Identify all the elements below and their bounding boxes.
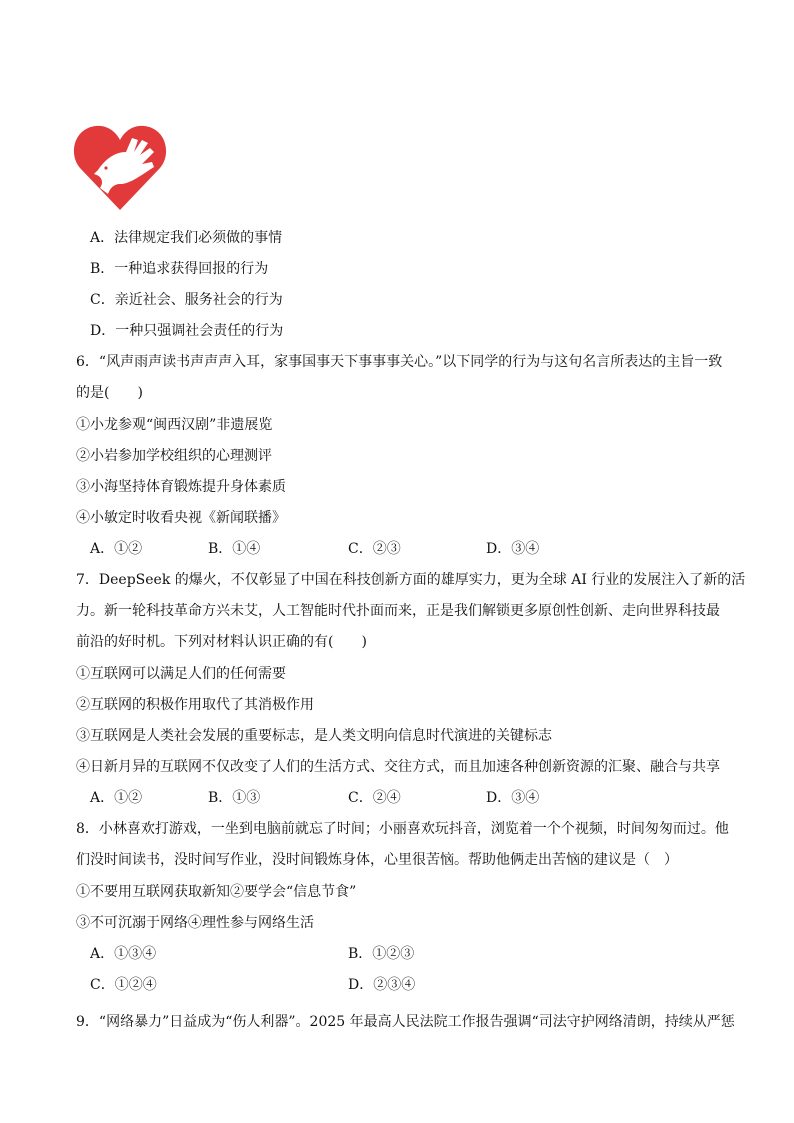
q7-item-3: ③互联网是人类社会发展的重要标志，是人类文明向信息时代演进的关键标志	[76, 728, 552, 744]
volunteer-heart-icon	[70, 118, 170, 218]
q6-choice-c: C．②③	[348, 541, 401, 557]
q7-item-1: ①互联网可以满足人们的任何需要	[76, 666, 286, 682]
heart-hand-dove-logo	[70, 118, 170, 218]
q8-choice-b: B．①②③	[348, 946, 415, 962]
q7-stem-line2: 力。新一轮科技革命方兴未艾，人工智能时代扑面而来，正是我们解锁更多原创性创新、走向世界科技最	[76, 603, 720, 619]
q7-stem-line3: 前沿的好时机。下列对材料认识正确的有( )	[76, 634, 367, 650]
q7-choice-c: C．②④	[348, 790, 401, 806]
q6-stem-line2: 的是( )	[76, 385, 143, 401]
q6-stem-line1: 6．“风声雨声读书声声声入耳，家事国事天下事事事关心。”以下同学的行为与这句名言所表达的主旨一致	[76, 354, 723, 370]
q8-stem-line1: 8．小林喜欢打游戏，一坐到电脑前就忘了时间；小丽喜欢玩抖音，浏览着一个个视频，时间匆匆而过。他	[76, 821, 729, 837]
q7-item-4: ④日新月异的互联网不仅改变了人们的生活方式、交往方式，而且加速各种创新资源的汇聚、融合与共享	[76, 759, 720, 775]
q7-choice-d: D．③④	[486, 790, 540, 806]
q5-option-d: D．一种只强调社会责任的行为	[90, 323, 284, 339]
q8-choice-c: C．①②④	[90, 977, 157, 993]
q6-item-1: ①小龙参观“闽西汉剧”非遗展览	[76, 417, 273, 433]
q8-stem-line2: 们没时间读书，没时间写作业，没时间锻炼身体，心里很苦恼。帮助他俩走出苦恼的建议是（ ）	[76, 852, 678, 868]
q8-item-line1: ①不要用互联网获取新知②要学会“信息节食”	[76, 884, 357, 900]
q6-choice-b: B．①④	[208, 541, 261, 557]
q5-option-b: B．一种追求获得回报的行为	[90, 261, 269, 277]
q8-choice-a: A．①③④	[90, 946, 157, 962]
q6-item-4: ④小敏定时收看央视《新闻联播》	[76, 510, 286, 526]
q7-item-2: ②互联网的积极作用取代了其消极作用	[76, 697, 314, 713]
q6-choice-d: D．③④	[486, 541, 540, 557]
q9-stem-line1: 9．“网络暴力”日益成为“伤人利器”。2025 年最高人民法院工作报告强调“司法守护网络清朗，持续从严惩	[76, 1014, 735, 1030]
q5-option-a: A．法律规定我们必须做的事情	[90, 230, 283, 246]
q7-choice-b: B．①③	[208, 790, 261, 806]
q5-option-c: C．亲近社会、服务社会的行为	[90, 292, 283, 308]
q6-item-2: ②小岩参加学校组织的心理测评	[76, 448, 272, 464]
q8-choice-d: D．②③④	[348, 977, 416, 993]
q6-choice-a: A．①②	[90, 541, 143, 557]
q6-item-3: ③小海坚持体育锻炼提升身体素质	[76, 479, 286, 495]
q7-choice-a: A．①②	[90, 790, 143, 806]
q8-item-line2: ③不可沉溺于网络④理性参与网络生活	[76, 915, 314, 931]
q7-stem-line1: 7．DeepSeek 的爆火，不仅彰显了中国在科技创新方面的雄厚实力，更为全球 AI 行业的发展注入了新的活	[76, 572, 746, 588]
